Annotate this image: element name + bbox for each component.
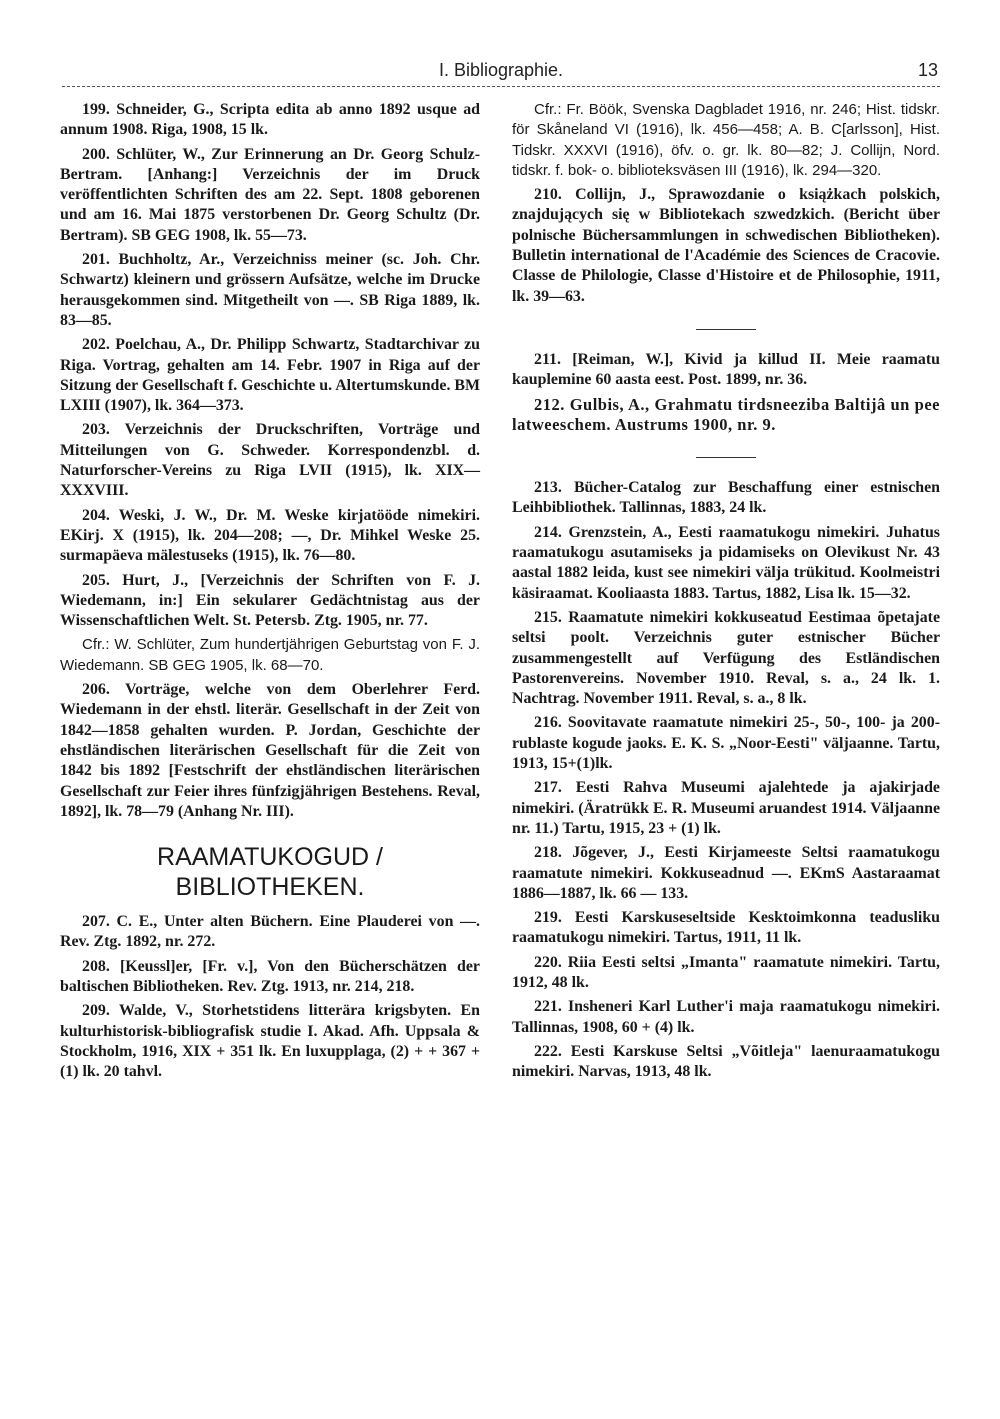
entry-text: 215. Raamatute nimekiri kokkuseatud Eestimaa õpetajate seltsi poolt. Verzeichnis guter estnischer Bücher zusammengestellt auf Verfügung des Estländischen Pastorenvereins. November 1910. Reval, s. a., 24 lk. 1. Nachtrag. November 1911. Reval, s. a., 8 lk. xyxy=(512,608,940,708)
bibliography-entry-e221 xyxy=(512,997,940,1038)
entry-text: Cfr.: W. Schlüter, Zum hundertjährigen Geburtstag von F. J. Wiedemann. SB GEG 1905, lk. 68—70. xyxy=(60,636,480,674)
bibliography-entry-e214 xyxy=(512,523,940,604)
right-entries-mid xyxy=(512,350,940,435)
divider-rule xyxy=(696,329,756,330)
bibliography-entry-e206 xyxy=(60,680,480,822)
entry-text: 207. C. E., Unter alten Büchern. Eine Plauderei von —. Rev. Ztg. 1892, nr. 272. xyxy=(60,913,480,951)
entry-text: 217. Eesti Rahva Museumi ajalehtede ja ajakirjade nimekiri. (Äratrükk E. R. Museumi aruandest 1914. Väljaanne nr. 11.) Tartu, 1915, 23 + (1) lk. xyxy=(512,779,940,837)
bibliography-entry-e222 xyxy=(512,1042,940,1083)
page-number: 13 xyxy=(917,60,938,80)
bibliography-entry-e211 xyxy=(512,350,940,391)
bibliography-entry-e209 xyxy=(60,1001,480,1082)
entry-text: 218. Jõgever, J., Eesti Kirjameeste Seltsi raamatukogu raamatute nimekiri. Kokkuseadnud —. EKmS Aastaraamat 1886—1887, lk. 66 — 133. xyxy=(512,844,940,902)
entry-text: 203. Verzeichnis der Druckschriften, Vorträge und Mitteilungen von G. Schweder. Korrespondenzbl. d. Naturforscher-Vereins zu Riga LVII (1915), lk. XIX—XXXVIII. xyxy=(60,421,480,500)
left-column xyxy=(60,100,480,1086)
entry-text: 205. Hurt, J., [Verzeichnis der Schriften von F. J. Wiedemann, in:] Ein sekularer Gedächtnistag aus der Wissenschaftlichen Welt. St. Petersb. Ztg. 1905, nr. 77. xyxy=(60,571,480,630)
bibliography-entry-e220 xyxy=(512,953,940,994)
entry-text: 211. [Reiman, W.], Kivid ja killud II. Meie raamatu kauplemine 60 aasta eest. Post. 1899, nr. 36. xyxy=(512,350,940,389)
bibliography-entry-e209cfr xyxy=(512,100,940,181)
entry-text: 200. Schlüter, W., Zur Erinnerung an Dr. Georg Schulz-Bertram. [Anhang:] Verzeichnis der im Druck veröffentlichten Schriften des am 22. Sept. 1808 geborenen und am 16. Mai 1875 verstorbenen Dr. Georg Schultz (Dr. Bertram). SB GEG 1908, lk. 55—73. xyxy=(60,145,480,244)
bibliography-entry-e205 xyxy=(60,571,480,632)
entry-text: 202. Poelchau, A., Dr. Philipp Schwartz, Stadtarchivar zu Riga. Vortrag, gehalten am 14. Febr. 1907 in Riga auf der Sitzung der Gesellschaft f. Geschichte u. Altertumskunde. BM LXIII (1907), lk. 364—373. xyxy=(60,336,480,415)
right-entries-end xyxy=(512,478,940,1082)
running-header xyxy=(62,50,940,87)
bibliography-entry-e207 xyxy=(60,912,480,953)
entry-text: 210. Collijn, J., Sprawozdanie o książkach polskich, znajdujących się w Bibliotekach szwedzkich. (Bericht über polnische Büchersammlungen in schwedischen Bibliotheken). Bulletin international de l'Académie des Sciences de Cracovie. Classe de Philologie, Classe d'Histoire et de Philosophie, 1911, lk. 39—63. xyxy=(512,186,940,305)
bibliography-entry-e217 xyxy=(512,778,940,839)
bibliography-entry-e210 xyxy=(512,185,940,307)
entry-text: 201. Buchholtz, Ar., Verzeichniss meiner (sc. Joh. Chr. Schwartz) kleinern und grössern Aufsätze, welche im Drucke herausgekommen sind. Mitgetheilt von —. SB Riga 1889, lk. 83—85. xyxy=(60,251,480,329)
divider-rule xyxy=(696,457,756,458)
entry-text: 220. Riia Eesti seltsi „Imanta" raamatute nimekiri. Tartu, 1912, 48 lk. xyxy=(512,953,940,991)
entry-text: 212. Gulbis, A., Grahmatu tirdsneeziba Baltijâ un pee latweeschem. Austrums 1900, nr. 9. xyxy=(512,394,940,434)
entry-text: Cfr.: Fr. Böök, Svenska Dagbladet 1916, nr. 246; Hist. tidskr. för Skåneland VI (1916), lk. 456—458; A. B. C[arlsson], Hist. Tidskr. XXXVI (1916), öfv. o. gr. lk. 80—82; J. Collijn, Nord. tidskr. f. bok- o. biblioteksväsen III (1916), lk. 294—320. xyxy=(512,101,940,179)
entry-text: 206. Vorträge, welche von dem Oberlehrer Ferd. Wiedemann in der ehstl. literär. Gesellschaft in der Zeit von 1842—1858 gehalten wurden. P. Jordan, Geschichte der ehstländischen literärischen Gesellschaft für die Zeit von 1842 bis 1892 [Festschrift der ehstländischen literärischen Gesellschaft zur Feier ihres fünfzigjährigen Bestehens. Reval, 1892], lk. 78—79 (Anhang Nr. III). xyxy=(60,681,480,820)
left-entries-after-heading xyxy=(60,912,480,1082)
entry-text: 219. Eesti Karskuseseltside Kesktoimkonna teadusliku raamatukogu nimekiri. Tartus, 1911, 11 lk. xyxy=(512,909,940,947)
bibliography-entry-e219 xyxy=(512,908,940,949)
entry-text: 209. Walde, V., Storhetstidens litterära krigsbyten. En kulturhistorisk-bibliografisk studie I. Akad. Afh. Uppsala & Stockholm, 1916, XIX + 351 lk. En luxupplaga, (2) + + 367 + (1) lk. 20 tahvl. xyxy=(60,1002,480,1081)
entry-text: 216. Soovitavate raamatute nimekiri 25-, 50-, 100- ja 200-rublaste kogude jaoks. E. K. S. „Noor-Eesti" väljaanne. Tartu, 1913, 15+(1)lk. xyxy=(512,714,940,773)
entry-text: 204. Weski, J. W., Dr. M. Weske kirjatööde nimekiri. EKirj. X (1915), lk. 204—208; —, Dr. Mihkel Weske 25. surmapäeva mälestuseks (1915), lk. 76—80. xyxy=(60,506,480,565)
running-title: I. Bibliographie. xyxy=(438,60,564,80)
entry-text: 222. Eesti Karskuse Seltsi „Võitleja" laenuraamatukogu nimekiri. Narvas, 1913, 48 lk. xyxy=(512,1042,940,1081)
bibliography-entry-e212 xyxy=(512,395,940,436)
right-column xyxy=(512,100,940,1086)
bibliography-entry-e218 xyxy=(512,843,940,904)
entry-text: 199. Schneider, G., Scripta edita ab anno 1892 usque ad annum 1908. Riga, 1908, 15 lk. xyxy=(60,101,480,139)
bibliography-entry-e202 xyxy=(60,335,480,416)
entry-text: 213. Bücher-Catalog zur Beschaffung einer estnischen Leihbibliothek. Tallinnas, 1883, 24 lk. xyxy=(512,479,940,517)
bibliography-entry-e208 xyxy=(60,957,480,998)
bibliography-entry-e215 xyxy=(512,608,940,709)
bibliography-entry-e201 xyxy=(60,250,480,331)
bibliography-entry-e213 xyxy=(512,478,940,519)
entry-text: 214. Grenzstein, A., Eesti raamatukogu nimekiri. Juhatus raamatukogu asutamiseks ja pidamiseks on Olevikust Nr. 43 aastal 1882 leida, kust see nimekiri välja trükitud. Koolmeistri käsiraamat. Kooliaasta 1883. Tartus, 1882, Lisa lk. 15—32. xyxy=(512,523,940,602)
entry-text: 221. Insheneri Karl Luther'i maja raamatukogu nimekiri. Tallinnas, 1908, 60 + (4) lk. xyxy=(512,998,940,1036)
bibliography-entry-e204 xyxy=(60,506,480,567)
section-heading: RAAMATUKOGUD / BIBLIOTHEKEN. xyxy=(157,843,383,902)
left-entries xyxy=(60,100,480,822)
bibliography-entry-e205cfr xyxy=(60,635,480,676)
bibliography-entry-e200 xyxy=(60,145,480,246)
right-entries xyxy=(512,100,940,307)
bibliography-entry-e216 xyxy=(512,713,940,774)
entry-text: 208. [Keussl]er, [Fr. v.], Von den Bücherschätzen der baltischen Bibliotheken. Rev. Ztg. 1913, nr. 214, 218. xyxy=(60,957,480,995)
bibliography-entry-e203 xyxy=(60,420,480,501)
bibliography-entry-e199 xyxy=(60,100,480,141)
